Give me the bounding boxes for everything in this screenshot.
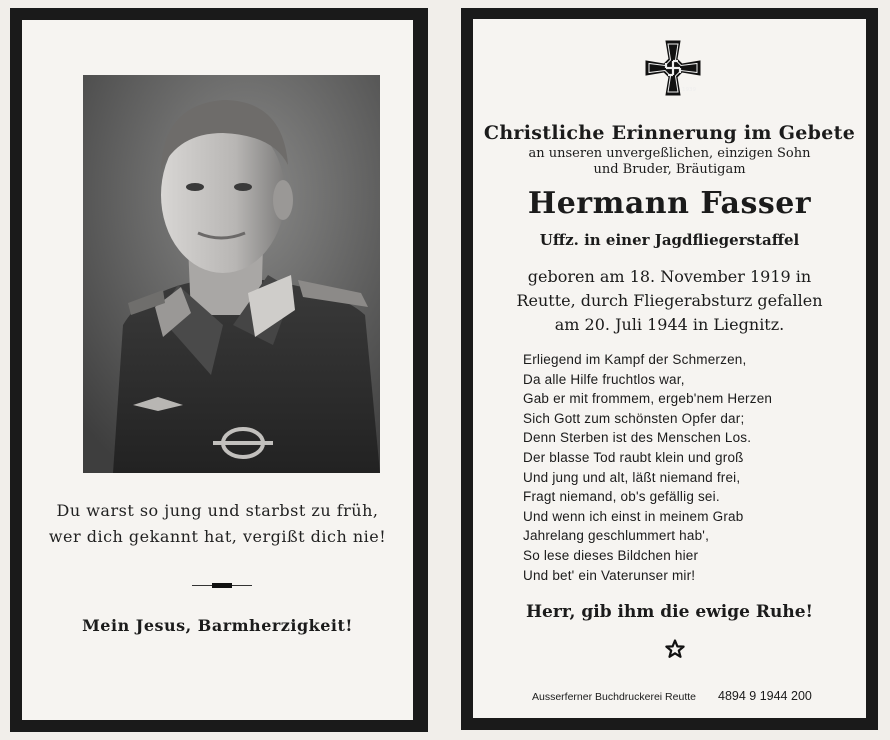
card-right-paper: [473, 19, 866, 718]
biography: [473, 265, 866, 337]
poem-line: Und bet' ein Vaterunser mir!: [523, 567, 696, 583]
bio-line3: am 20. Juli 1944 in Liegnitz.: [554, 315, 785, 334]
portrait-photo: [83, 75, 380, 473]
memorial-card-right: [461, 8, 878, 730]
bio-line1: geboren am 18. November 1919 in: [527, 267, 812, 286]
poem-line: Erliegend im Kampf der Schmerzen,: [523, 352, 747, 367]
poem-line: Denn Sterben ist des Menschen Los.: [523, 430, 752, 446]
military-rank: Uffz. in einer Jagdfliegerstaffel: [539, 231, 800, 249]
left-verse: [22, 498, 413, 550]
poem-line: Da alle Hilfe fruchtlos war,: [523, 371, 685, 387]
poem-line: Jahrelang geschlummert hab',: [523, 528, 710, 544]
bio-line2: Reutte, durch Fliegerabsturz gefallen: [516, 291, 823, 310]
printer-code: 4894 9 1944 200: [718, 689, 812, 703]
poem-line: Der blasse Tod raubt klein und groß: [523, 449, 744, 465]
printer-imprint: Ausserferner Buchdruckerei Reutte: [532, 691, 696, 703]
divider-bar: [212, 583, 232, 588]
iron-cross-icon: [644, 39, 702, 97]
memorial-card-left: [10, 8, 428, 732]
card-heading: Christliche Erinnerung im Gebete: [483, 122, 856, 144]
deceased-name: Hermann Fasser: [527, 186, 812, 221]
dedication-line2: und Bruder, Bräutigam: [593, 162, 746, 177]
closing-prayer: Herr, gib ihm die ewige Ruhe!: [526, 602, 813, 622]
ornament-divider: [192, 583, 252, 589]
left-prayer: Mein Jesus, Barmherzigkeit!: [82, 616, 353, 635]
poem-line: Und jung und alt, läßt niemand frei,: [523, 469, 741, 485]
poem-line: Sich Gott zum schönsten Opfer dar;: [523, 410, 745, 426]
dedication-line1: an unseren unvergeßlichen, einzigen Sohn: [528, 146, 811, 161]
star-icon: [665, 639, 685, 659]
poem-line: Und wenn ich einst in meinem Grab: [523, 508, 744, 524]
card-left-paper: [22, 20, 413, 720]
poem-line: So lese dieses Bildchen hier: [523, 547, 699, 563]
svg-text:1939: 1939: [682, 87, 696, 93]
memorial-poem: [523, 350, 772, 585]
poem-line: Gab er mit frommem, ergeb'nem Herzen: [523, 391, 773, 407]
poem-line: Fragt niemand, ob's gefällig sei.: [523, 489, 720, 505]
left-verse-line2: wer dich gekannt hat, vergißt dich nie!: [48, 527, 387, 546]
left-verse-line1: Du warst so jung und starbst zu früh,: [56, 501, 379, 520]
